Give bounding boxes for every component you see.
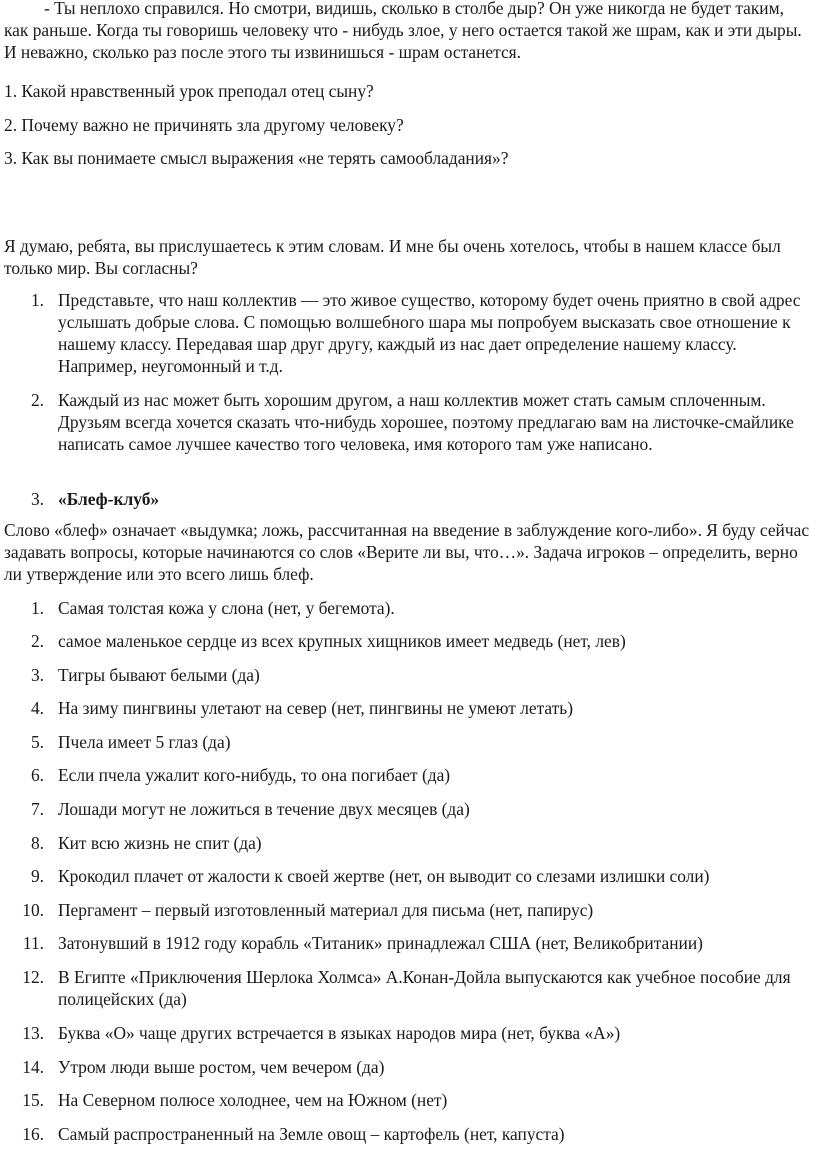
list-number: 6.	[30, 765, 44, 785]
list-number: 16.	[22, 1124, 44, 1144]
list-number: 2.	[30, 390, 44, 410]
list-item-text: Самая толстая кожа у слона (нет, у бегемота).	[58, 598, 395, 618]
list-number: 12.	[22, 967, 44, 987]
list-item-text: Пчела имеет 5 глаз (да)	[58, 732, 231, 752]
list-number: 13.	[22, 1023, 44, 1043]
list-item-text: Кит всю жизнь не спит (да)	[58, 833, 262, 853]
question-3: 3. Как вы понимаете смысл выражения «не терять самообладания»?	[4, 148, 509, 168]
question-2: 2. Почему важно не причинять зла другому человеку?	[4, 115, 404, 135]
list-number: 2.	[30, 631, 44, 651]
list-item-text: Буква «О» чаще других встречается в языках народов мира (нет, буква «А»)	[58, 1023, 621, 1043]
intro-paragraph: - Ты неплохо справился. Но смотри, видишь, сколько в столбе дыр? Он уже никогда не будет таким, как раньше. Когда ты говоришь человеку что - нибудь злое, у него остается такой же шрам, как и эти дыры. И неважно, сколько раз после этого ты извинишься - шрам останется.	[4, 0, 802, 62]
list-item-text: Пергамент – первый изготовленный материал для письма (нет, папирус)	[58, 900, 594, 920]
list-number: 3.	[30, 665, 44, 685]
list-item-text: На Северном полюсе холоднее, чем на Южном (нет)	[58, 1090, 448, 1110]
list-item-text: Тигры бывают белыми (да)	[58, 665, 260, 685]
blef-intro-paragraph: Слово «блеф» означает «выдумка; ложь, рассчитанная на введение в заблуждение кого-либо». Я буду сейчас задавать вопросы, которые начинаются со слов «Верите ли вы, что…». Задача игроков – определить, верно ли утверждение или это всего лишь блеф.	[4, 520, 810, 584]
list-item-text: Утром люди выше ростом, чем вечером (да)	[58, 1057, 385, 1077]
list-item-text: Крокодил плачет от жалости к своей жертве (нет, он выводит со слезами излишки соли)	[58, 866, 710, 886]
list-number: 8.	[30, 833, 44, 853]
list-number: 1.	[30, 290, 44, 310]
teacher-speech-paragraph: Я думаю, ребята, вы прислушаетесь к этим словам. И мне бы очень хотелось, чтобы в нашем классе был только мир. Вы согласны?	[4, 236, 781, 278]
question-1: 1. Какой нравственный урок преподал отец сыну?	[4, 81, 374, 101]
list-item-text: В Египте «Приключения Шерлока Холмса» А.Конан-Дойла выпускаются как учебное пособие для полицейских (да)	[58, 967, 791, 1009]
list-number: 7.	[30, 799, 44, 819]
list-item-text: самое маленькое сердце из всех крупных хищников имеет медведь (нет, лев)	[58, 631, 626, 651]
list-number: 9.	[30, 866, 44, 886]
list-number: 14.	[22, 1057, 44, 1077]
list-item-text: Если пчела ужалит кого-нибудь, то она погибает (да)	[58, 765, 451, 785]
list-number: 3.	[30, 489, 44, 509]
list-item-text: Лошади могут не ложиться в течение двух месяцев (да)	[58, 799, 470, 819]
list-item-text: Затонувший в 1912 году корабль «Титаник» принадлежал США (нет, Великобритании)	[58, 933, 703, 953]
list-item-text: Самый распространенный на Земле овощ – картофель (нет, капуста)	[58, 1124, 565, 1144]
activity-text: Представьте, что наш коллектив — это живое существо, которому будет очень приятно в свой адрес услышать добрые слова. С помощью волшебного шара мы попробуем высказать свое отношение к нашему классу. Передавая шар друг другу, каждый из нас дает определение нашему классу. Например, неугомонный и т.д.	[58, 290, 801, 376]
list-number: 4.	[30, 698, 44, 718]
list-number: 5.	[30, 732, 44, 752]
list-number: 15.	[22, 1090, 44, 1110]
list-number: 11.	[22, 933, 44, 953]
list-item-text: На зиму пингвины улетают на север (нет, пингвины не умеют летать)	[58, 698, 574, 718]
list-number: 10.	[22, 900, 44, 920]
list-number: 1.	[30, 598, 44, 618]
activity-text: Каждый из нас может быть хорошим другом, а наш коллектив может стать самым сплоченным. Друзьям всегда хочется сказать что-нибудь хорошее, поэтому предлагаю вам на листочке-смайлике написать самое лучшее качество того человека, имя которого там уже написано.	[58, 390, 794, 454]
blef-club-heading: «Блеф-клуб»	[58, 489, 160, 509]
